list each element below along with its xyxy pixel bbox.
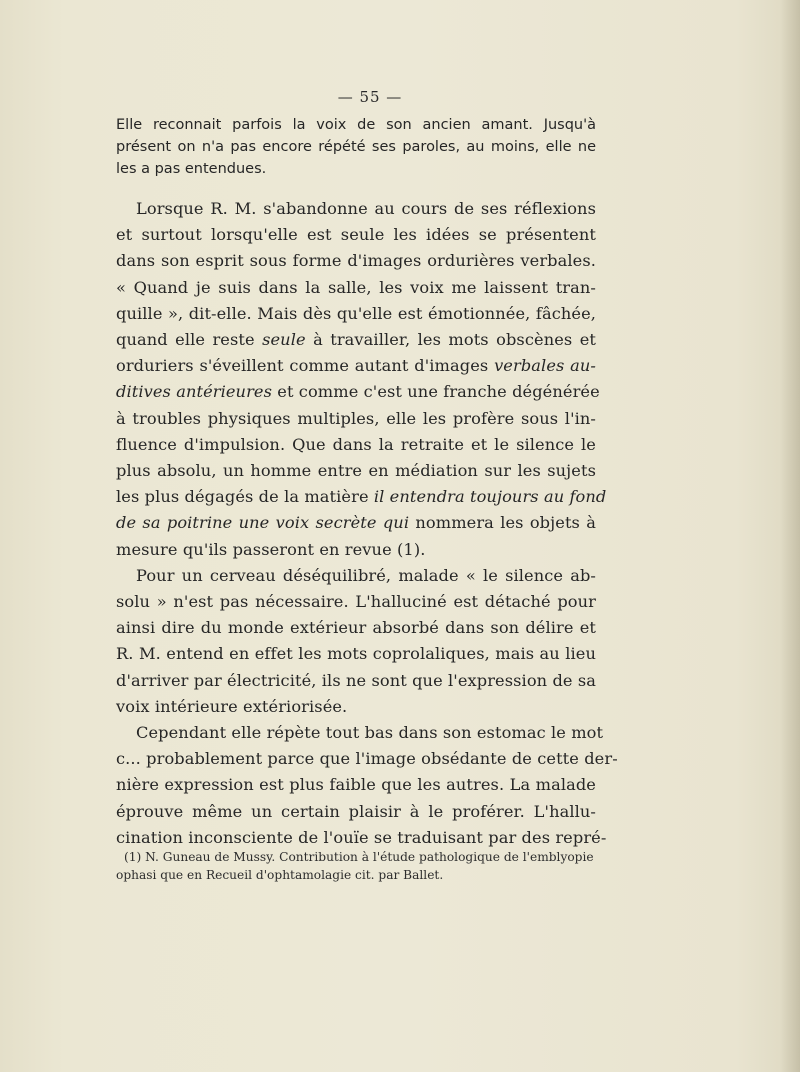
- italic-text: il entendra toujours au fond: [373, 487, 607, 507]
- text-line: [116, 379, 600, 405]
- text-segment: quand elle reste: [116, 330, 263, 350]
- italic-text: seule: [262, 330, 306, 350]
- footnote: [116, 848, 596, 884]
- text-line: [116, 353, 596, 379]
- text-line: [116, 327, 596, 353]
- text-line: Pour un cerveau déséquilibré, malade « le silence ab-: [136, 565, 596, 585]
- text-line: nière expression est plus faible que les autres. La malade: [116, 775, 596, 795]
- text-line: dans son esprit sous forme d'images ordurières verbales.: [116, 251, 596, 271]
- italic-text: verbales au-: [494, 356, 596, 376]
- text-segment: nommera les objets à: [409, 513, 596, 533]
- text-line: les a pas entendues.: [116, 161, 267, 177]
- footnote-line: (1) N. Guneau de Mussy. Contribution à l'étude pathologique de l'emblyopie: [124, 850, 594, 864]
- text-line: c... probablement parce que l'image obsédante de cette der-: [116, 749, 618, 769]
- text-segment: et comme c'est une franche dégénérée: [272, 382, 600, 402]
- text-line: plus absolu, un homme entre en médiation sur les sujets: [116, 461, 596, 481]
- page-edge-shadow: [780, 0, 800, 1072]
- text-line: fluence d'impulsion. Que dans la retraite et le silence le: [116, 434, 596, 454]
- text-line: éprouve même un certain plaisir à le proférer. L'hallu-: [116, 801, 596, 821]
- italic-text: de sa poitrine une voix secrète qui: [116, 513, 410, 533]
- text-segment: les plus dégagés de la matière: [116, 487, 374, 507]
- text-segment: à travailler, les mots obscènes et: [305, 330, 596, 350]
- text-line: Cependant elle répète tout bas dans son estomac le mot: [136, 723, 604, 743]
- text-line: ainsi dire du monde extérieur absorbé dans son délire et: [116, 618, 596, 638]
- text-line: voix intérieure extériorisée.: [116, 696, 348, 716]
- intro-paragraph: [116, 114, 596, 180]
- text-line: d'arriver par électricité, ils ne sont que l'expression de sa: [116, 670, 596, 690]
- footnote-line: ophasi que en Recueil d'ophtamolagie cit. par Ballet.: [116, 868, 444, 882]
- text-line: « Quand je suis dans la salle, les voix me laissent tran-: [116, 277, 596, 297]
- italic-text: ditives antérieures: [116, 382, 273, 402]
- text-line: [116, 510, 596, 536]
- text-segment: orduriers s'éveillent comme autant d'images: [116, 356, 495, 376]
- page-number: — 55 —: [337, 88, 403, 106]
- text-line: mesure qu'ils passeront en revue (1).: [116, 539, 426, 559]
- text-line: cination inconsciente de l'ouïe se traduisant par des repré-: [116, 827, 607, 847]
- text-line: [116, 484, 607, 510]
- text-line: présent on n'a pas encore répété ses paroles, au moins, elle ne: [116, 139, 596, 155]
- text-line: solu » n'est pas nécessaire. L'halluciné est détaché pour: [116, 592, 596, 612]
- text-line: R. M. entend en effet les mots coprolaliques, mais au lieu: [116, 644, 596, 664]
- text-line: à troubles physiques multiples, elle les profère sous l'in-: [116, 408, 596, 428]
- text-line: quille », dit-elle. Mais dès qu'elle est émotionnée, fâchée,: [116, 303, 596, 323]
- text-line: Lorsque R. M. s'abandonne au cours de ses réflexions: [136, 199, 596, 218]
- main-text: [116, 196, 618, 851]
- text-line: Elle reconnait parfois la voix de son ancien amant. Jusqu'à: [116, 117, 596, 133]
- text-line: et surtout lorsqu'elle est seule les idées se présentent: [116, 225, 596, 245]
